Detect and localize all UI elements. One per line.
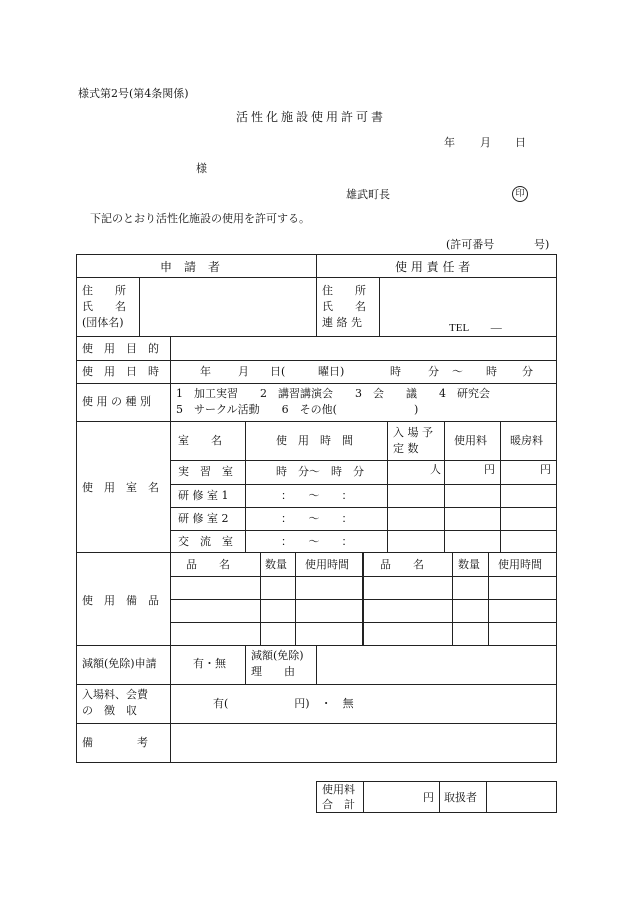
permit-number-label: (許可番号 [446, 238, 495, 251]
equipment-label: 使 用 備 品 [82, 594, 159, 607]
applicant-header: 申 請 者 [160, 260, 221, 274]
permit-number-suffix: 号) [534, 238, 550, 251]
room-row-time[interactable]: ： ～ ： [281, 489, 353, 502]
date-month-label: 月 [480, 136, 491, 149]
fee-total-field[interactable] [364, 782, 419, 812]
datetime-weekday: 曜日) [318, 365, 345, 378]
usage-type-options-line2[interactable]: 5 サークル活動 6 その他( ) [176, 403, 419, 416]
document-title: 活性化施設使用許可書 [236, 110, 387, 124]
datetime-minute-end: 分 [522, 365, 533, 378]
admission-label-1: 入場料、会費 [82, 688, 148, 701]
room-header-time: 使 用 時 間 [276, 434, 353, 447]
fee-total-yen: 円 [423, 791, 434, 804]
admission-label-2: の 徴 収 [82, 704, 137, 717]
room-header-heating: 暖房料 [510, 434, 543, 447]
responsible-header: 使 用 責 任 者 [395, 260, 471, 274]
room-row-name: 交 流 室 [178, 535, 233, 548]
fee-total-label-2: 合 計 [322, 798, 355, 811]
room-row-time[interactable]: ： ～ ： [281, 535, 353, 548]
datetime-hour-start: 時 [390, 365, 401, 378]
issuer-name: 雄武町長 [346, 188, 390, 201]
remarks-label: 備 考 [82, 736, 148, 749]
datetime-month: 月 [238, 365, 249, 378]
datetime-year: 年 [200, 365, 211, 378]
purpose-field[interactable] [171, 337, 556, 359]
room-row-fee[interactable]: 円 [484, 463, 495, 476]
usage-type-label: 使 用 の 種 別 [82, 395, 151, 408]
room-row-name: 研 修 室 2 [178, 512, 229, 525]
datetime-day: 日( [270, 365, 286, 378]
room-row-people[interactable]: 人 [430, 463, 441, 476]
date-day-label: 日 [515, 136, 526, 149]
handler-field[interactable] [487, 782, 556, 812]
discount-reason-field[interactable] [317, 646, 556, 683]
datetime-tilde: ～ [452, 365, 463, 378]
room-row-heating[interactable]: 円 [540, 463, 551, 476]
remarks-field[interactable] [171, 724, 556, 762]
datetime-hour-end: 時 [486, 365, 497, 378]
discount-options[interactable]: 有・無 [193, 657, 226, 670]
applicant-address-label: 住 所 [82, 284, 126, 297]
discount-reason-label-2: 理 由 [251, 665, 295, 678]
usage-type-options-line1[interactable]: 1 加工実習 2 講習講演会 3 会 議 4 研究会 [176, 387, 490, 400]
handler-label: 取扱者 [444, 791, 477, 804]
responsible-name-label: 氏 名 [322, 300, 366, 313]
purpose-label: 使 用 目 的 [82, 342, 159, 355]
room-row-name: 実 習 室 [178, 465, 233, 478]
discount-label: 減額(免除)申請 [82, 657, 157, 670]
equipment-header-item: 品 名 [186, 558, 230, 571]
responsible-info-field[interactable] [380, 278, 556, 335]
equipment-header-item-2: 品 名 [380, 558, 424, 571]
permit-statement: 下記のとおり活性化施設の使用を許可する。 [90, 212, 310, 225]
rooms-label: 使 用 室 名 [82, 481, 159, 494]
applicant-group-label: (団体名) [82, 316, 124, 329]
responsible-address-label: 住 所 [322, 284, 366, 297]
room-row-time[interactable]: 時 分～ 時 分 [276, 465, 364, 478]
applicant-info-field[interactable] [140, 278, 315, 335]
fee-total-label-1: 使用料 [322, 783, 355, 796]
seal-mark-icon: 印 [512, 186, 528, 202]
applicant-name-label: 氏 名 [82, 300, 126, 313]
room-row-name: 研 修 室 1 [178, 489, 229, 502]
datetime-label: 使 用 日 時 [82, 365, 159, 378]
room-header-fee: 使用料 [454, 434, 487, 447]
discount-reason-label-1: 減額(免除) [251, 649, 304, 662]
admission-options[interactable]: 有( 円) ・ 無 [213, 697, 354, 710]
datetime-minute-start: 分 [428, 365, 439, 378]
room-header-expected-2: 定 数 [393, 442, 419, 455]
equipment-header-qty-2: 数量 [458, 558, 480, 571]
equipment-header-time: 使用時間 [305, 558, 349, 571]
form-number: 様式第2号(第4条関係) [78, 87, 189, 100]
equipment-header-time-2: 使用時間 [498, 558, 542, 571]
addressee-suffix: 様 [196, 162, 207, 175]
date-year-label: 年 [444, 136, 455, 149]
room-row-time[interactable]: ： ～ ： [281, 512, 353, 525]
equipment-header-qty: 数量 [265, 558, 287, 571]
room-header-expected-1: 入 場 予 [393, 426, 433, 439]
responsible-tel-label: TEL — [449, 322, 502, 334]
responsible-contact-label: 連 絡 先 [322, 316, 362, 329]
room-header-name: 室 名 [178, 434, 222, 447]
